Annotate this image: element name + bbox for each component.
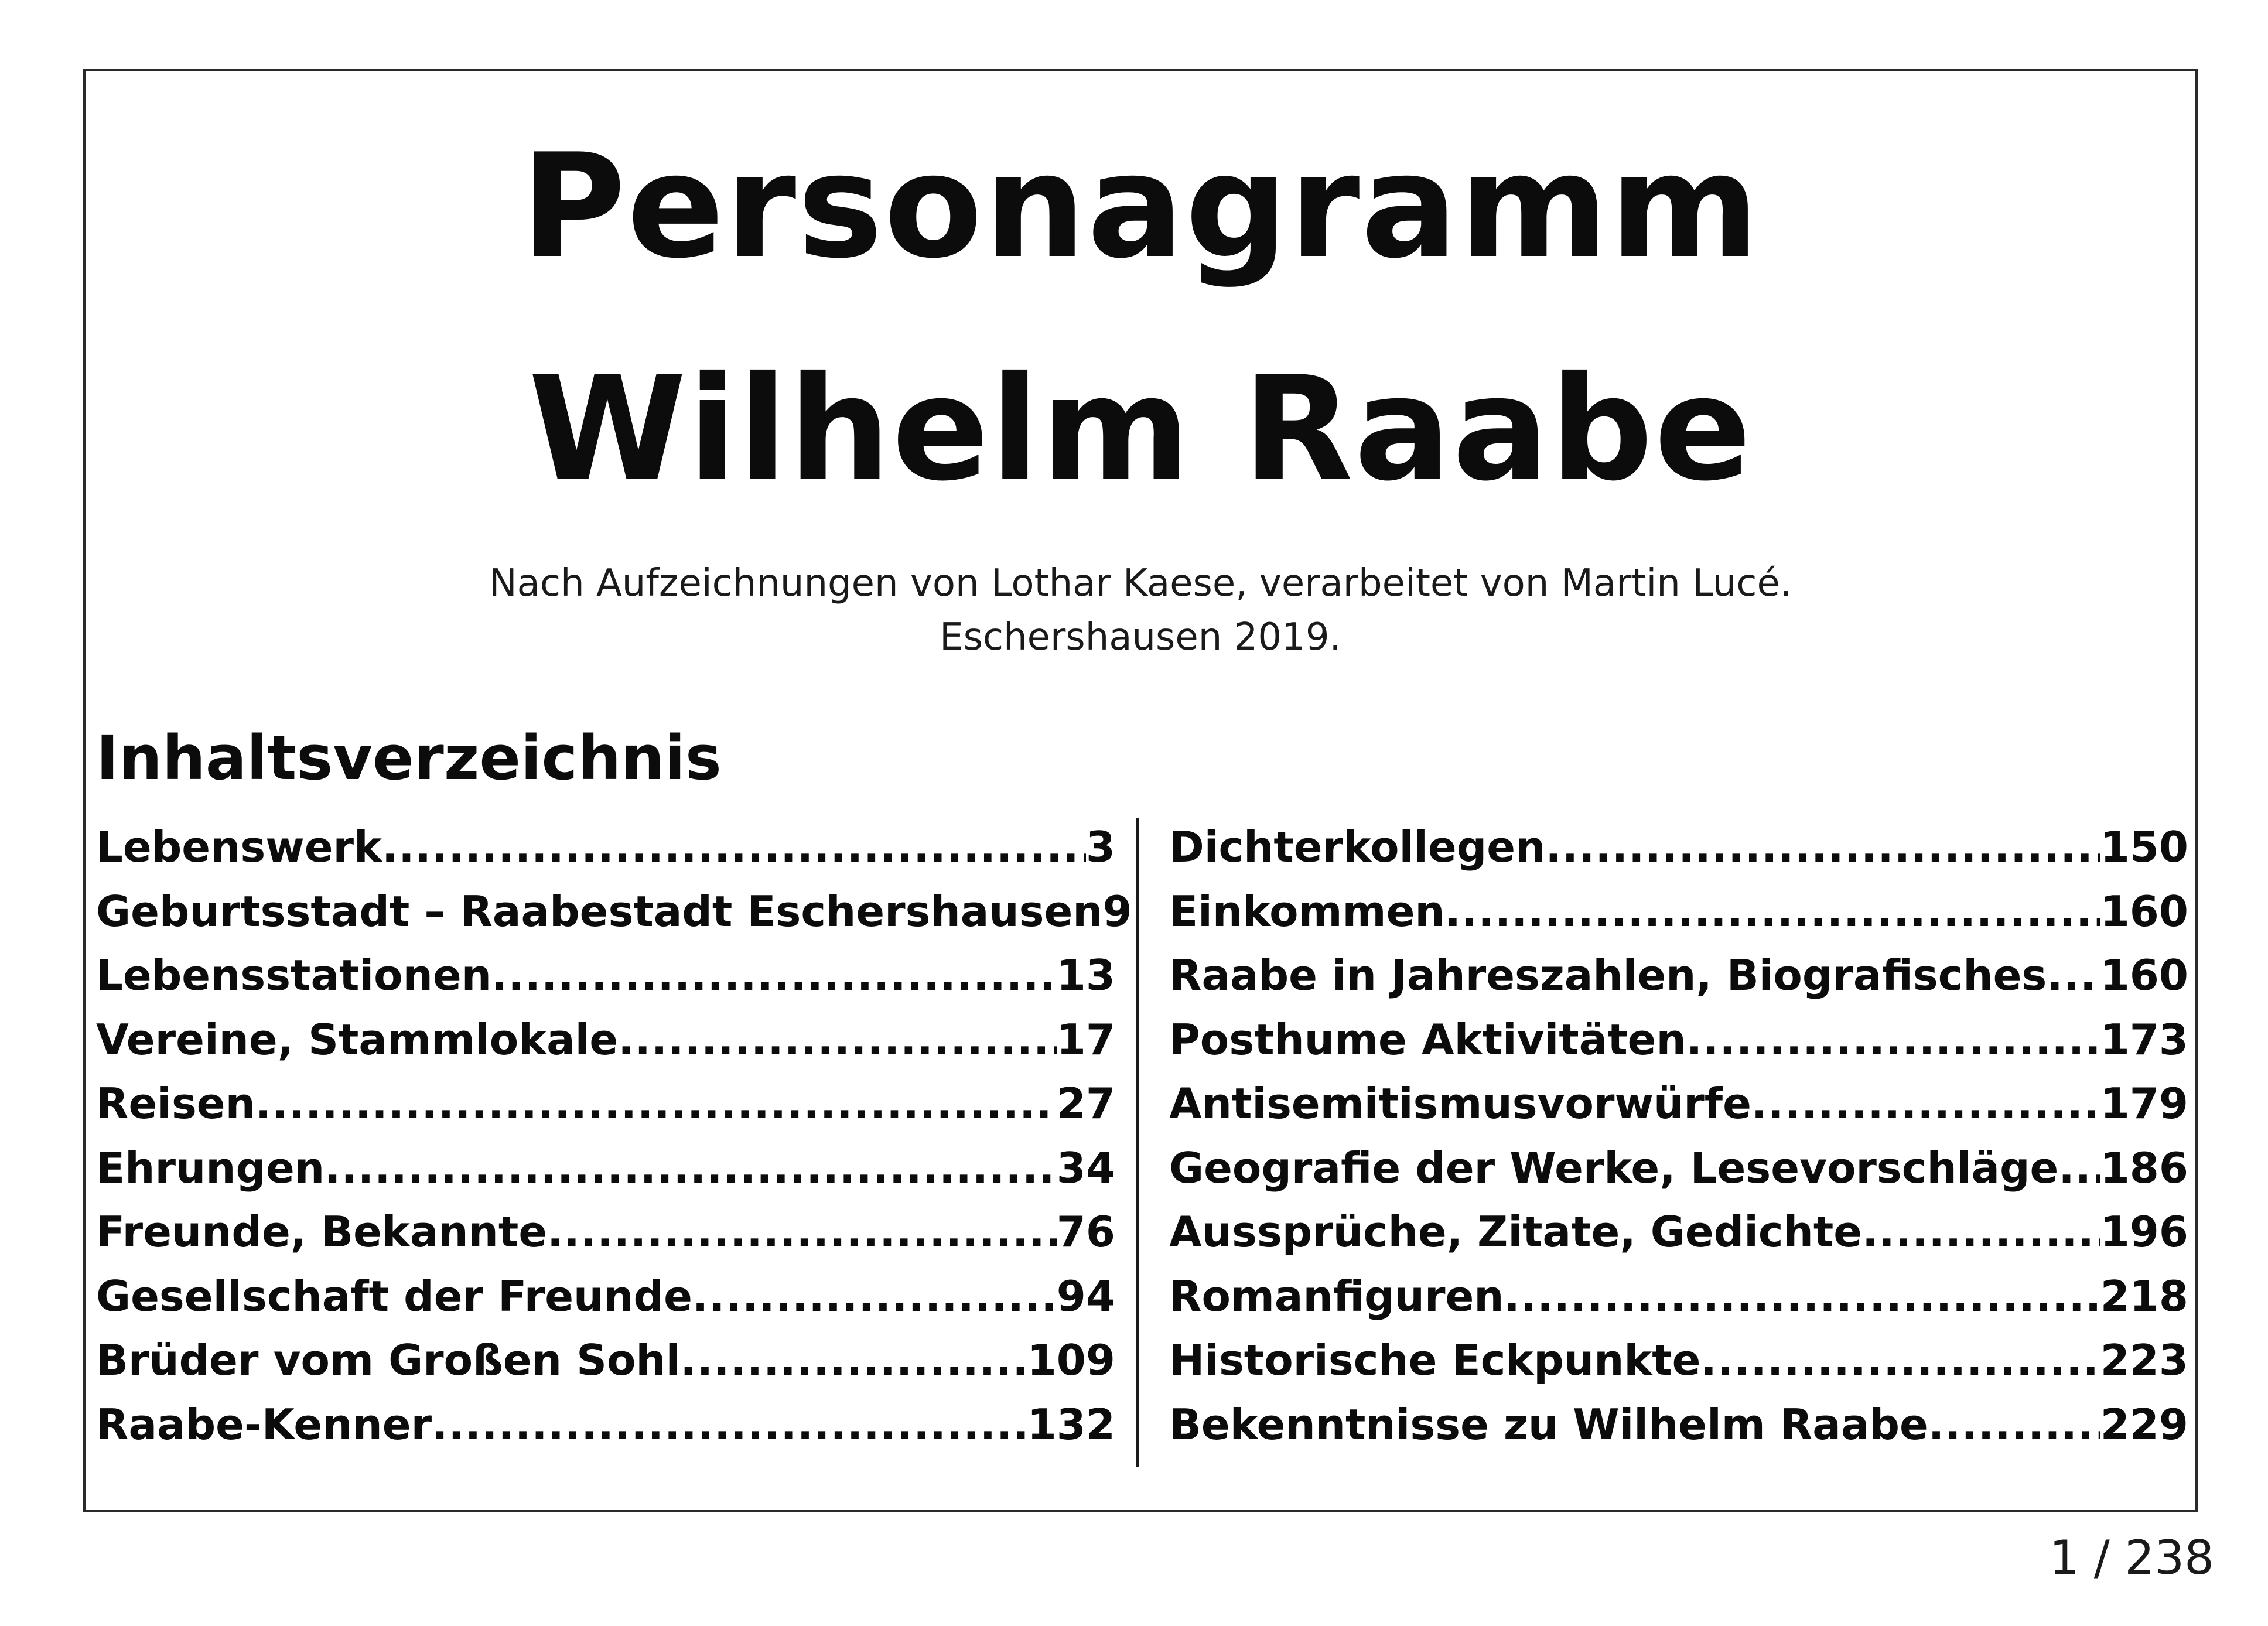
toc-entry[interactable]	[1169, 1079, 2188, 1147]
toc-entry-page: 218	[2100, 1271, 2188, 1321]
toc-entry[interactable]	[1169, 1143, 2188, 1211]
toc-entry-page: 76	[1056, 1207, 1115, 1256]
toc-leader-dots	[1504, 1275, 2100, 1317]
toc-entry-page: 196	[2100, 1207, 2188, 1256]
toc-entry-label: Raabe in Jahreszahlen, Biografisches	[1169, 951, 2047, 1000]
toc-leader-dots	[325, 1147, 1057, 1189]
toc-leader-dots	[491, 954, 1057, 996]
toc-entry[interactable]	[96, 1079, 1115, 1147]
toc-entry-label: Gesellschaft der Freunde	[96, 1271, 692, 1321]
toc-entry-page: 3	[1085, 822, 1115, 872]
toc-entry-label: Lebensstationen	[96, 951, 491, 1000]
toc-entry[interactable]	[1169, 1399, 2188, 1468]
toc-entry-page: 150	[2100, 822, 2188, 872]
toc-entry-page: 34	[1056, 1143, 1115, 1193]
toc-leader-dots	[1686, 1019, 2100, 1061]
toc-leader-dots	[547, 1211, 1057, 1253]
toc-entry[interactable]	[96, 1014, 1115, 1083]
toc-entry-page: 186	[2100, 1143, 2188, 1193]
toc-entry-page: 223	[2100, 1335, 2188, 1385]
title-line-2: Wilhelm Raabe	[528, 346, 1753, 513]
toc-leader-dots	[680, 1339, 1027, 1381]
toc-leader-dots	[382, 826, 1086, 868]
toc-entry[interactable]	[1169, 1335, 2188, 1403]
toc-entry[interactable]	[96, 822, 1115, 890]
toc-entry[interactable]	[96, 1207, 1115, 1275]
toc-leader-dots	[432, 1403, 1027, 1446]
toc-entry-label: Raabe-Kenner	[96, 1399, 432, 1449]
toc-heading: Inhaltsverzeichnis	[96, 722, 722, 794]
column-divider	[1136, 818, 1139, 1467]
toc-leader-dots	[1862, 1211, 2100, 1253]
toc-entry-label: Dichterkollegen	[1169, 822, 1546, 872]
toc-leader-dots	[1701, 1339, 2100, 1381]
toc-entry[interactable]	[1169, 1207, 2188, 1275]
toc-leader-dots	[1928, 1403, 2100, 1446]
toc-entry-page: 179	[2100, 1079, 2188, 1128]
toc-entry-label: Freunde, Bekannte	[96, 1207, 548, 1256]
toc-entry[interactable]	[1169, 951, 2188, 1019]
toc-entry[interactable]	[96, 951, 1115, 1019]
toc-leader-dots	[1545, 826, 2100, 868]
toc-leader-dots	[1445, 890, 2100, 932]
toc-entry-page: 160	[2100, 951, 2188, 1000]
toc-entry-label: Bekenntnisse zu Wilhelm Raabe	[1169, 1399, 1928, 1449]
toc-entry[interactable]	[1169, 886, 2188, 955]
toc-entry-page: 27	[1056, 1079, 1115, 1128]
toc-entry-label: Historische Eckpunkte	[1169, 1335, 1701, 1385]
subtitle-place-year: Eschershausen 2019.	[940, 616, 1341, 659]
toc-entry-label: Posthume Aktivitäten	[1169, 1014, 1686, 1064]
toc-left-column	[96, 822, 1132, 1467]
toc-entry-label: Reisen	[96, 1079, 255, 1128]
toc-entry[interactable]	[96, 1335, 1115, 1403]
toc-entry-page: 17	[1056, 1014, 1115, 1064]
toc-leader-dots	[2047, 954, 2100, 996]
subtitle-authors: Nach Aufzeichnungen von Lothar Kaese, verarbeitet von Martin Lucé.	[489, 562, 1792, 605]
toc-entry-label: Romanfiguren	[1169, 1271, 1504, 1321]
toc-entry-page: 160	[2100, 886, 2188, 936]
toc-entry-page: 173	[2100, 1014, 2188, 1064]
toc-entry-page: 132	[1027, 1399, 1115, 1449]
toc-entry-label: Aussprüche, Zitate, Gedichte	[1169, 1207, 1863, 1256]
toc-entry-label: Geografie der Werke, Lesevorschläge	[1169, 1143, 2059, 1193]
toc-entry[interactable]	[96, 1271, 1115, 1340]
page-indicator: 1 / 238	[2049, 1531, 2214, 1585]
toc-entry[interactable]	[96, 1143, 1115, 1211]
toc-leader-dots	[618, 1019, 1057, 1061]
toc-entry-page: 109	[1027, 1335, 1115, 1385]
toc-entry[interactable]	[96, 1399, 1115, 1468]
toc-entry-label: Ehrungen	[96, 1143, 325, 1193]
toc-entry-label: Einkommen	[1169, 886, 1445, 936]
toc-right-column	[1169, 822, 2188, 1467]
toc-entry[interactable]	[1169, 1014, 2188, 1083]
toc-leader-dots	[2058, 1147, 2100, 1189]
title-line-1: Personagramm	[520, 123, 1761, 290]
toc-entry-page: 229	[2100, 1399, 2188, 1449]
toc-entry-label: Antisemitismusvorwürfe	[1169, 1079, 1751, 1128]
toc-entry-page: 94	[1056, 1271, 1115, 1321]
toc-leader-dots	[255, 1082, 1057, 1125]
toc-entry-page: 9	[1102, 886, 1132, 936]
toc-entry[interactable]	[96, 886, 1132, 955]
toc-entry-label: Lebenswerk	[96, 822, 382, 872]
toc-entry-page: 13	[1056, 951, 1115, 1000]
document-frame	[83, 69, 2198, 1512]
toc-entry[interactable]	[1169, 1271, 2188, 1340]
toc-entry-label: Brüder vom Großen Sohl	[96, 1335, 681, 1385]
toc-entry-label: Vereine, Stammlokale	[96, 1014, 619, 1064]
toc-leader-dots	[692, 1275, 1057, 1317]
toc-entry[interactable]	[1169, 822, 2188, 890]
toc-leader-dots	[1751, 1082, 2100, 1125]
toc-entry-label: Geburtsstadt – Raabestadt Eschershausen	[96, 886, 1103, 936]
